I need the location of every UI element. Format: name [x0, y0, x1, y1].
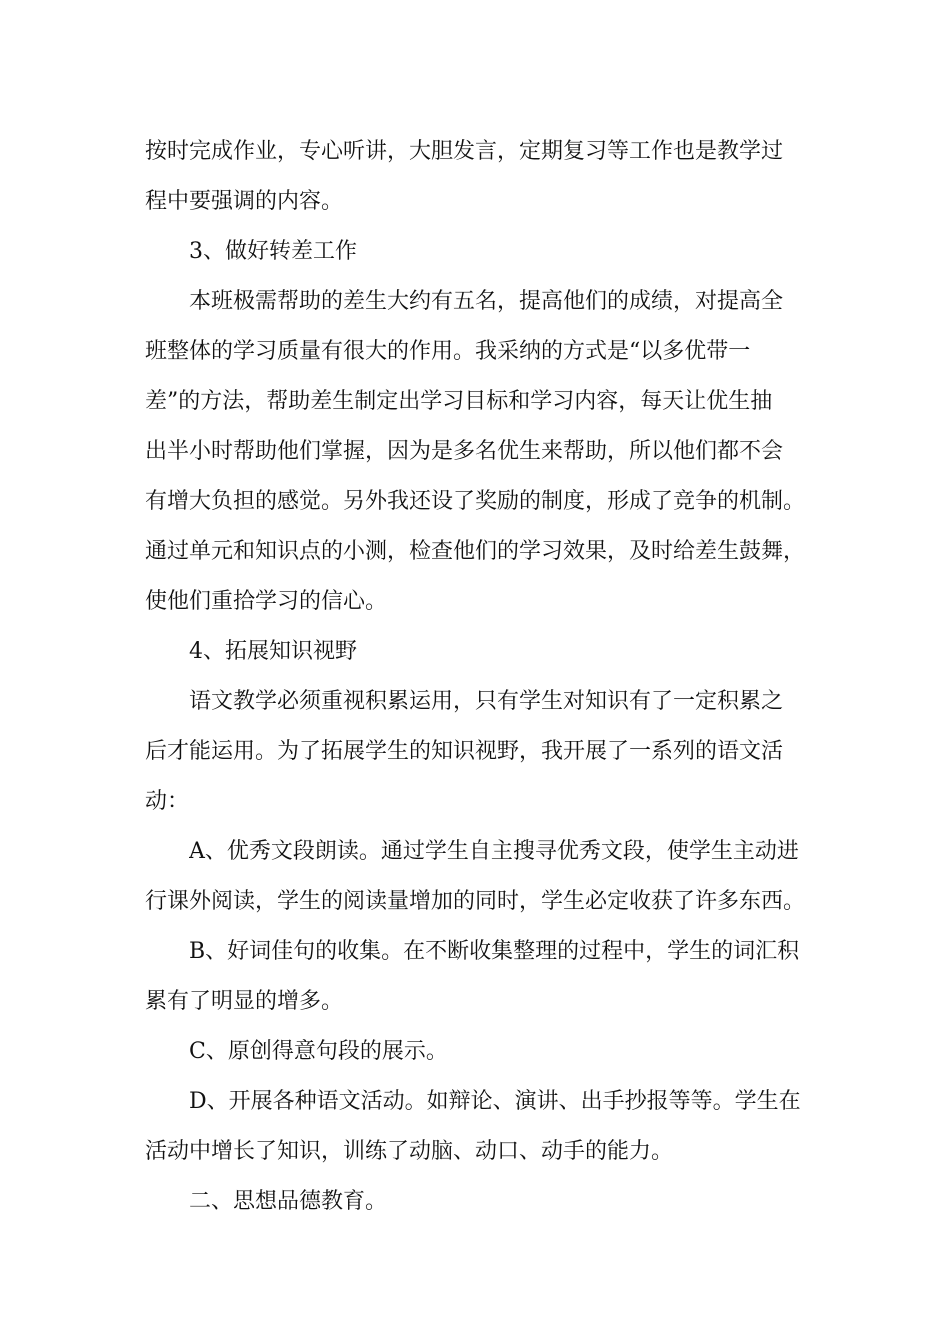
- text-line: 有增大负担的感觉。另外我还设了奖励的制度，形成了竞争的机制。: [145, 489, 806, 514]
- text-line: 通过单元和知识点的小测，检查他们的学习效果，及时给差生鼓舞，: [145, 539, 806, 564]
- section-heading: 二、思想品德教育。: [189, 1189, 388, 1214]
- section-heading: 3、做好转差工作: [189, 239, 357, 264]
- text-line: 行课外阅读，学生的阅读量增加的同时，学生必定收获了许多东西。: [145, 889, 806, 914]
- text-line: 累有了明显的增多。: [145, 989, 344, 1014]
- text-line: 程中要强调的内容。: [145, 189, 344, 214]
- text-line: 出半小时帮助他们掌握，因为是多名优生来帮助，所以他们都不会: [145, 439, 784, 464]
- text-line: 活动中增长了知识，训练了动脑、动口、动手的能力。: [145, 1139, 674, 1164]
- text-line: 按时完成作业，专心听讲，大胆发言，定期复习等工作也是教学过: [145, 139, 784, 164]
- text-line: 使他们重拾学习的信心。: [145, 589, 388, 614]
- section-heading: 4、拓展知识视野: [189, 639, 357, 664]
- text-line: 语文教学必须重视积累运用，只有学生对知识有了一定积累之: [189, 689, 784, 714]
- list-item: A、优秀文段朗读。通过学生自主搜寻优秀文段，使学生主动进: [189, 839, 799, 864]
- text-line: 班整体的学习质量有很大的作用。我采纳的方式是“以多优带一: [145, 339, 751, 364]
- text-line: 动：: [145, 789, 190, 814]
- text-line: 本班极需帮助的差生大约有五名，提高他们的成绩，对提高全: [189, 289, 784, 314]
- list-item: B、好词佳句的收集。在不断收集整理的过程中，学生的词汇积: [189, 939, 800, 964]
- list-item: D、开展各种语文活动。如辩论、演讲、出手抄报等等。学生在: [189, 1089, 801, 1114]
- text-line: 差”的方法，帮助差生制定出学习目标和学习内容，每天让优生抽: [145, 389, 773, 414]
- list-item: C、原创得意句段的展示。: [189, 1039, 448, 1064]
- text-line: 后才能运用。为了拓展学生的知识视野，我开展了一系列的语文活: [145, 739, 784, 764]
